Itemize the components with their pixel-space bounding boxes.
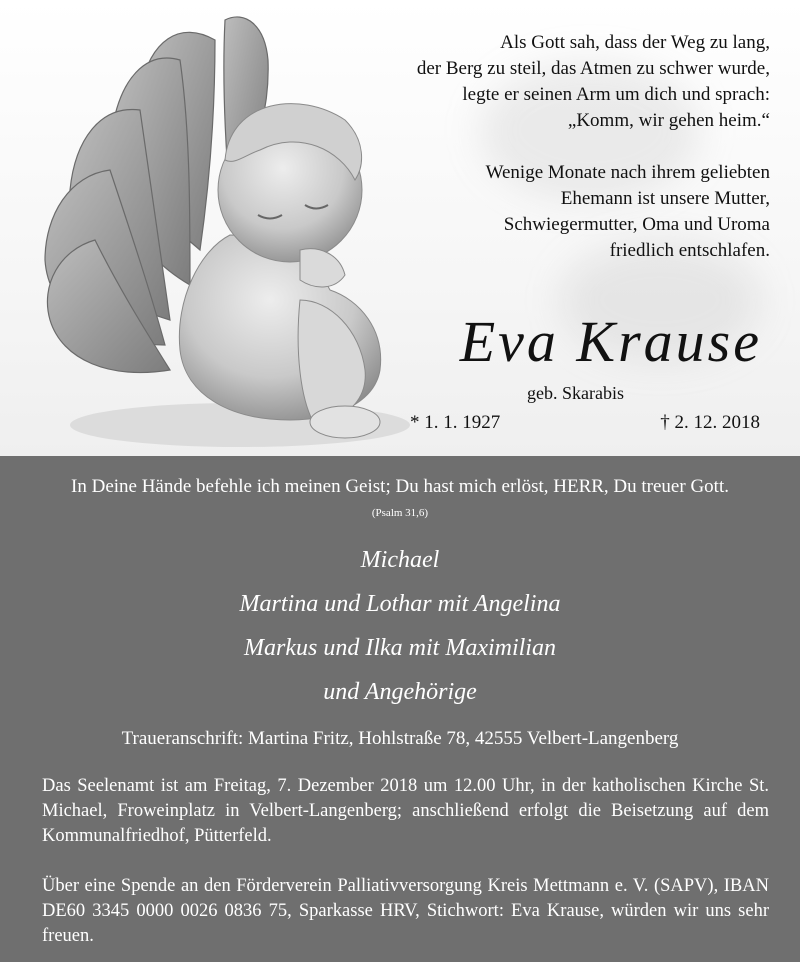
- mourning-address: Traueranschrift: Martina Fritz, Hohlstraße 78, 42555 Velbert-Langenberg: [121, 728, 679, 749]
- birth-date: * 1. 1. 1927: [410, 412, 501, 433]
- mourners-list: [0, 538, 800, 714]
- bible-verse: In Deine Hände befehle ich meinen Geist; Du hast mich erlöst, HERR, Du treuer Gott.: [71, 476, 729, 497]
- funeral-details: Das Seelenamt ist am Freitag, 7. Dezember 2018 um 12.00 Uhr, in der katholischen Kirche St. Michael, Froweinplatz in Velbert-Langenberg; anschließend erfolgt die Beisetzung auf dem Kommunalfriedhof, Pütterfeld.: [42, 776, 769, 846]
- mourner-name: und Angehörige: [323, 679, 477, 705]
- announcement-line: Wenige Monate nach ihrem geliebten: [485, 162, 770, 183]
- death-date: † 2. 12. 2018: [660, 412, 760, 433]
- poem-line: Als Gott sah, dass der Weg zu lang,: [500, 32, 770, 53]
- announcement-line: friedlich entschlafen.: [609, 240, 770, 261]
- details-section: [0, 456, 800, 962]
- poem: [330, 30, 770, 264]
- donation-request: Über eine Spende an den Förderverein Palliativversorgung Kreis Mettmann e. V. (SAPV), IBAN DE60 3345 0000 0026 0836 75, Sparkasse HRV, Stichwort: Eva Krause, würden wir uns sehr freuen.: [42, 876, 769, 946]
- header-section: [0, 0, 800, 456]
- mourner-name: Martina und Lothar mit Angelina: [239, 591, 561, 617]
- poem-line: „Komm, wir gehen heim.“: [567, 110, 770, 131]
- maiden-name: geb. Skarabis: [527, 383, 624, 403]
- announcement-line: Ehemann ist unsere Mutter,: [560, 188, 770, 209]
- announcement-line: Schwiegermutter, Oma und Uroma: [503, 214, 770, 235]
- verse-source: (Psalm 31,6): [371, 507, 429, 519]
- poem-line: der Berg zu steil, das Atmen zu schwer wurde,: [416, 58, 770, 79]
- mourner-name: Markus und Ilka mit Maximilian: [244, 635, 556, 661]
- poem-line: legte er seinen Arm um dich und sprach:: [462, 84, 770, 105]
- mourner-name: Michael: [360, 547, 440, 573]
- deceased-name: Eva Krause: [459, 309, 762, 374]
